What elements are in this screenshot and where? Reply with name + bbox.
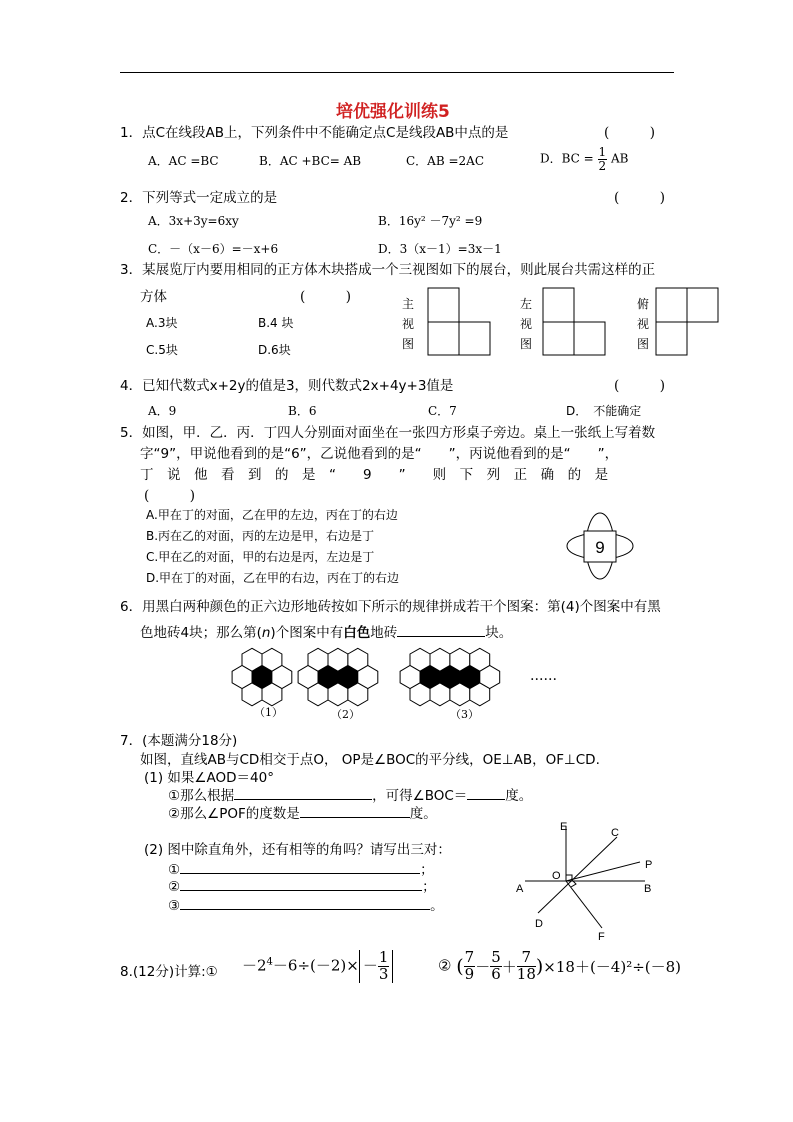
view-front-label-1: 主: [402, 297, 415, 311]
q7-part-1a-mid: ，可得∠BOC＝: [372, 788, 468, 804]
paper-digit: 9: [595, 538, 605, 557]
q2-paren: ( ): [614, 190, 666, 206]
q6-line-1: 6．用黑白两种颜色的正六边形地砖按如下所示的规律拼成若干个图案：第(4)个图案中有黑: [120, 599, 661, 615]
pattern-label-2: （2）: [331, 708, 360, 721]
label-d: D: [535, 918, 543, 930]
view-front-label-3: 图: [402, 337, 415, 351]
label-a: A: [516, 883, 524, 895]
q5-line-2: 字“9”，甲说他看到的是“6”，乙说他看到的是“ ”，丙说他看到的是“ ”，: [140, 446, 619, 462]
q8-expr1-a: －2: [242, 956, 267, 975]
q8-plus: ＋: [501, 957, 517, 976]
q1-option-d-label: D．BC =: [540, 151, 594, 166]
view-left-label-2: 视: [520, 317, 533, 331]
q3-stem-2: 方体: [140, 289, 167, 305]
q4-paren: ( ): [614, 378, 666, 394]
q5-paren: ( ): [144, 488, 196, 504]
q1-paren: ( ): [604, 125, 656, 141]
q7-answer-3-end: 。: [430, 898, 444, 914]
q3-paren: ( ): [300, 289, 352, 305]
ray-op: [566, 862, 640, 881]
q8-tail: ×18＋(－4)²÷(－8): [543, 957, 682, 976]
q8-minus: －: [475, 957, 491, 976]
q5-line-3: 丁 说 他 看 到 的 是 “ 9 ” 则 下 列 正 确 的 是: [140, 467, 609, 483]
q2-option-c: C．－（x－6）=－x+6: [148, 242, 279, 256]
q8-f2-num: 5: [491, 948, 501, 966]
q1-option-b: B．AC +BC= AB: [259, 154, 362, 168]
q8-expression-1: [242, 950, 393, 983]
q6-line-2d: 块。: [485, 625, 513, 641]
pattern-label-3: （3）: [450, 708, 479, 721]
q7-part-1b-end: 度。: [409, 806, 437, 822]
q8-close-paren: ): [535, 955, 544, 978]
q8-label: 8.(12分)计算:①: [120, 964, 218, 980]
q7-part-1a-text: ①那么根据: [168, 788, 235, 804]
q8-abs-frac: [378, 950, 390, 983]
q2-option-a: A．3x+3y=6xy: [148, 214, 239, 228]
q7-answer-3-num: ③: [168, 898, 181, 914]
q6-line-2b: )个图案中有: [270, 625, 344, 641]
q2-option-b: B．16y² －7y² =9: [378, 214, 483, 228]
q1-frac-den: 2: [598, 158, 607, 173]
q8-label-2: ②: [438, 956, 452, 975]
q8-frac-3: [517, 950, 536, 983]
q7-stem: 如图，直线AB与CD相交于点O， OP是∠BOC的平分线，OE⊥AB，OF⊥CD.: [140, 752, 600, 768]
q8-f3-num: 7: [517, 950, 536, 967]
q8-f1-den: 9: [464, 964, 475, 983]
q3-option-c: C.5块: [146, 343, 178, 357]
q4-option-c: C．7: [428, 404, 457, 418]
label-b: B: [644, 883, 652, 895]
q6-n: n: [261, 625, 271, 641]
view-top-label-2: 视: [637, 317, 650, 331]
q5-option-d: D.甲在丁的对面，乙在甲的右边，丙在丁的右边: [146, 571, 400, 585]
q2-option-d: D．3（x－1）=3x－1: [378, 242, 502, 256]
label-c: C: [611, 827, 619, 839]
q5-line-1: 5．如图，甲．乙．丙．丁四人分别面对面坐在一张四方形桌子旁边。桌上一张纸上写着数: [120, 425, 656, 441]
q8-frac-2: [490, 950, 502, 983]
view-top-label-3: 图: [637, 337, 650, 351]
q3-stem: 3．某展览厅内要用相同的正方体木块搭成一个三视图如下的展台，则此展台共需这样的正: [120, 262, 656, 278]
q1-option-d-tail: AB: [611, 151, 629, 166]
q2-stem: 2．下列等式一定成立的是: [120, 190, 278, 206]
q7-head: 7．(本题满分18分): [120, 733, 238, 749]
q3-option-a: A.3块: [146, 316, 178, 330]
q7-answer-1-end: ；: [420, 862, 434, 878]
q8-frac-1: [464, 950, 476, 983]
q6-line-2a: 色地砖4块；那么第(: [140, 625, 262, 641]
q5-option-c: C.甲在乙的对面，甲的右边是丙，左边是丁: [146, 550, 375, 564]
q8-abs-den: 3: [378, 964, 389, 983]
q7-answer-2-end: ；: [422, 879, 436, 895]
q4-option-b: B．6: [288, 404, 317, 418]
q8-abs-minus: －: [362, 956, 378, 975]
q8-f1-num: 7: [464, 948, 475, 966]
q6-line-2c: 地砖: [370, 625, 398, 641]
q8-expr1-exp: 4: [266, 956, 273, 968]
q4-stem: 4．已知代数式x+2y的值是3，则代数式2x+4y+3值是: [120, 378, 454, 394]
q1-option-c: C．AB =2AC: [406, 154, 485, 168]
label-f: F: [598, 931, 605, 943]
view-front-label-2: 视: [402, 317, 415, 331]
q3-option-b: B.4 块: [258, 316, 294, 330]
q7-answer-1-num: ①: [168, 862, 181, 878]
right-angle-mark-f: [571, 879, 576, 887]
label-p: P: [645, 859, 653, 871]
line-cd: [538, 837, 617, 913]
pattern-ellipsis: ……: [530, 668, 557, 684]
q7-part-1b-text: ②那么∠POF的度数是: [168, 806, 300, 822]
q8-expression-2: [438, 950, 681, 983]
q3-option-d: D.6块: [258, 343, 291, 357]
q5-option-a: A.甲在丁的对面，乙在甲的左边，丙在丁的右边: [146, 508, 398, 522]
q6-bold-white: 白色: [343, 625, 371, 641]
q8-abs-value: [359, 950, 394, 983]
view-left-label-3: 图: [520, 337, 533, 351]
ray-of: [566, 881, 602, 928]
label-e: E: [560, 821, 568, 833]
view-top-label-1: 俯: [637, 297, 650, 311]
q8-abs-num: 1: [378, 948, 389, 966]
q8-open-paren: (: [456, 955, 464, 978]
q4-option-a: A．9: [148, 404, 177, 418]
q4-option-d: D． 不能确定: [566, 404, 642, 418]
q1-option-a: A．AC =BC: [148, 154, 219, 168]
view-left-label-1: 左: [520, 297, 533, 311]
q8-f2-den: 6: [491, 964, 501, 983]
page-title: 培优强化训练5: [336, 102, 450, 122]
q1-stem: 1．点C在线段AB上，下列条件中不能确定点C是线段AB中点的是: [120, 125, 509, 141]
label-o: O: [552, 870, 561, 882]
q7-part-1a-end: 度。: [505, 788, 533, 804]
q8-f3-den: 18: [516, 964, 536, 983]
pattern-label-1: （1）: [254, 706, 283, 719]
q7-answer-2-num: ②: [168, 879, 181, 895]
q7-part-1: (1) 如果∠AOD＝40°: [144, 770, 274, 786]
q1-frac-num: 1: [598, 145, 607, 159]
q7-part-2: (2) 图中除直角外，还有相等的角吗？请写出三对：: [144, 842, 451, 858]
q8-expr1-b: －6÷(－2)×: [272, 956, 359, 975]
q5-option-b: B.丙在乙的对面，丙的左边是甲，右边是丁: [146, 529, 375, 543]
